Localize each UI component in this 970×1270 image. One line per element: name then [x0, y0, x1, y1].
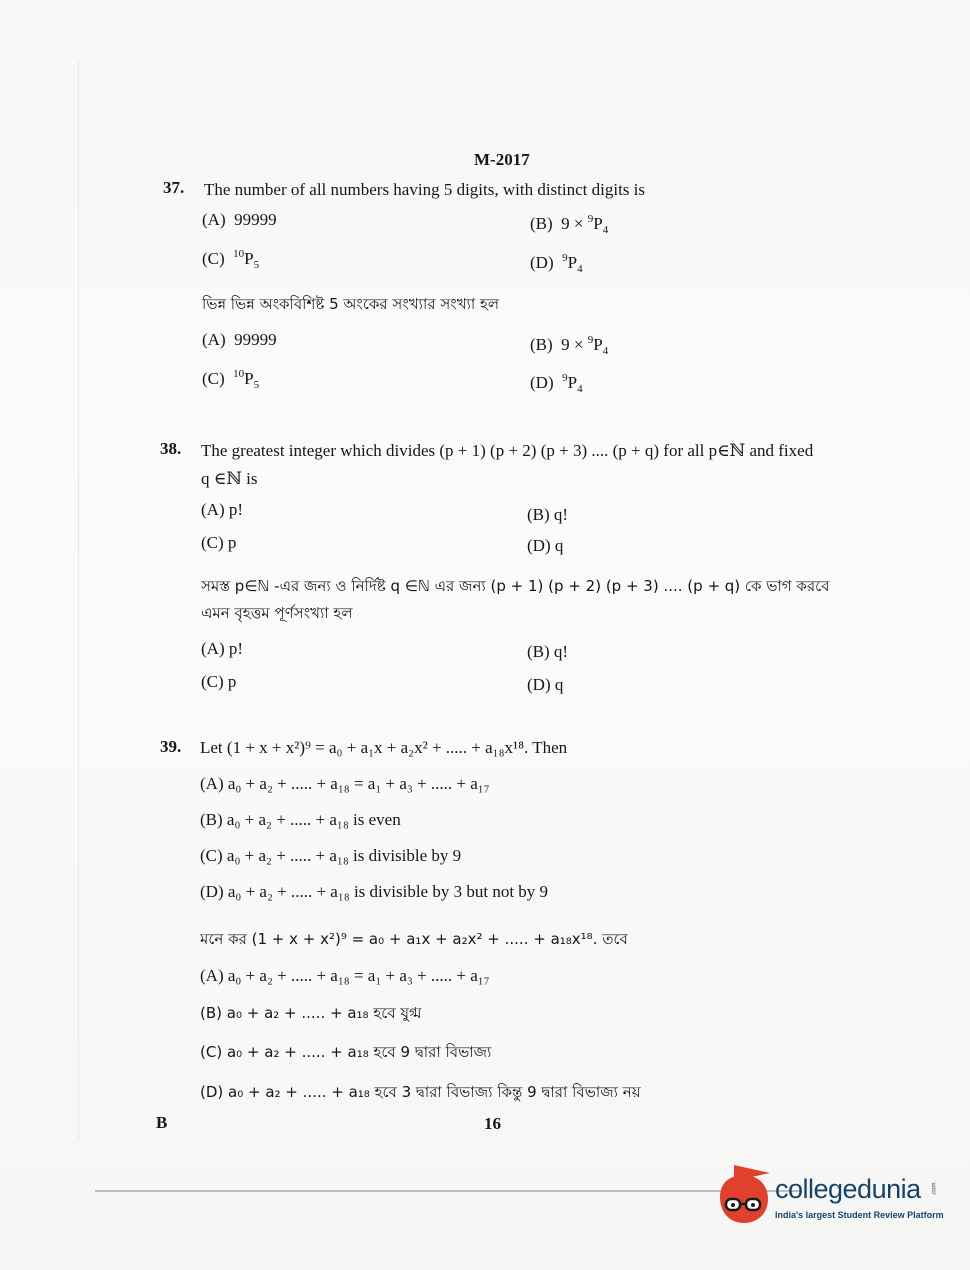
q37-number: 37. — [163, 178, 185, 197]
paper-code: M-2017 — [474, 150, 530, 169]
q37-stem-en: The number of all numbers having 5 digits, with distinct digits is — [204, 180, 646, 199]
set-letter: B — [156, 1113, 168, 1132]
q38-bn-option-d: (D) q — [527, 675, 564, 694]
collegedunia-tagline: India's largest Student Review Platform — [775, 1210, 944, 1220]
q38-number: 38. — [160, 439, 182, 458]
q37-en-option-c: (C) $^{10}P_5$ — [202, 248, 260, 271]
q38-en-option-b: (B) q! — [527, 505, 569, 524]
q37-en-option-a: (A) 99999 — [202, 210, 277, 229]
q38-stem-en-line1: The greatest integer which divides (p + 1) (p + 2) (p + 3) .... (p + q) for all p∈ℕ and fixed — [201, 441, 814, 460]
q37-bn-option-c: (C) $^{10}P_5$ — [202, 368, 260, 391]
q37-bn-option-a: (A) 99999 — [202, 330, 277, 349]
q37-stem-bn: ভিন্ন ভিন্ন অংকবিশিষ্ট 5 অংকের সংখ্যার সংখ্যা হল — [202, 295, 500, 313]
q39-en-option-b: (B) a₀ + a₂ + ..... + a₁₈ is even — [200, 810, 401, 829]
scan-edge-line — [78, 60, 79, 1140]
q37-en-option-b: (B) $9 \times ^9P_4$ — [530, 213, 609, 236]
q38-bn-option-b: (B) q! — [527, 642, 569, 661]
q38-bn-option-a: (A) p! — [201, 639, 244, 658]
q38-stem-en-line2: q ∈ℕ is — [201, 469, 258, 488]
q39-bn-option-b: (B) a₀ + a₂ + ..... + a₁₈ হবে যুগ্ম — [200, 1004, 422, 1022]
q38-stem-bn-line1: সমস্ত p∈ℕ -এর জন্য ও নির্দিষ্ট q ∈ℕ এর জন্য (p + 1) (p + 2) (p + 3) .... (p + q) কে ভাগ করবে — [201, 577, 830, 595]
q39-stem-bn: মনে কর (1 + x + x²)⁹ = a₀ + a₁x + a₂x² + ..... + a₁₈x¹⁸. তবে — [200, 930, 628, 948]
q39-bn-option-a: (A) a₀ + a₂ + ..... + a₁₈ = a₁ + a₃ + ..... + a₁₇ — [200, 966, 490, 985]
collegedunia-logo-text: collegedunia — [775, 1174, 921, 1204]
q39-en-option-a: (A) a₀ + a₂ + ..... + a₁₈ = a₁ + a₃ + ..... + a₁₇ — [200, 774, 490, 793]
q39-bn-option-d: (D) a₀ + a₂ + ..... + a₁₈ হবে 3 দ্বারা বিভাজ্য কিন্তু 9 দ্বারা বিভাজ্য নয় — [200, 1083, 641, 1101]
q39-stem-en: Let (1 + x + x²)⁹ = a₀ + a₁x + a₂x² + ..... + a₁₈x¹⁸. Then — [200, 738, 568, 757]
q38-bn-option-c: (C) p — [201, 672, 237, 691]
q38-en-option-d: (D) q — [527, 536, 564, 555]
q39-bn-option-c: (C) a₀ + a₂ + ..... + a₁₈ হবে 9 দ্বারা বিভাজ্য — [200, 1043, 492, 1061]
q38-en-option-a: (A) p! — [201, 500, 244, 519]
q39-en-option-c: (C) a₀ + a₂ + ..... + a₁₈ is divisible by 9 — [200, 846, 462, 865]
q38-en-option-c: (C) p — [201, 533, 237, 552]
q37-bn-option-d: (D) $^9P_4$ — [530, 372, 583, 395]
q39-number: 39. — [160, 737, 182, 756]
page-number: 16 — [484, 1114, 501, 1133]
q39-en-option-d: (D) a₀ + a₂ + ..... + a₁₈ is divisible by 3 but not by 9 — [200, 882, 549, 901]
collegedunia-logo-suffix: .com — [931, 1182, 938, 1196]
bottom-rule — [95, 1190, 800, 1192]
q38-stem-bn-line2: এমন বৃহত্তম পূর্ণসংখ্যা হল — [201, 604, 353, 622]
q37-en-option-d: (D) $^9P_4$ — [530, 252, 583, 275]
q37-bn-option-b: (B) $9 \times ^9P_4$ — [530, 334, 609, 357]
